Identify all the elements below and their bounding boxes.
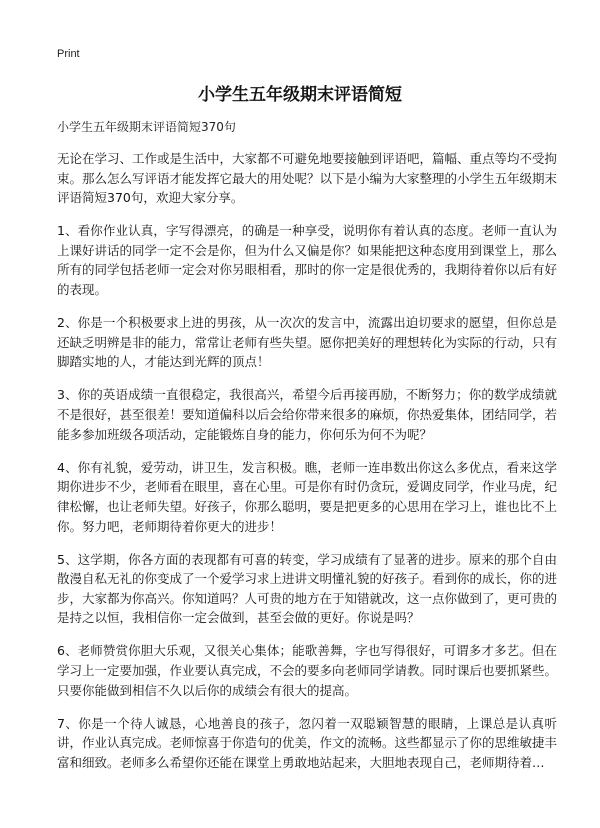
page-title: 小学生五年级期末评语简短	[198, 85, 402, 105]
comment-paragraph: 1、看你作业认真，字写得漂亮，的确是一种享受，说明你有着认真的态度。老师一直认为上课好讲话的同学一定不会是你，但为什么又偏是你？如果能把这种态度用到课堂上，那么所有的同学包括老师一定会对你另眼相看，那时的你一定是很优秀的，我期待着你以后有好的表现。	[57, 223, 558, 298]
comment-paragraph: 7、你是一个待人诚恳，心地善良的孩子，忽闪着一双聪颖智慧的眼睛，上课总是认真听讲，作业认真完成。老师惊喜于你造句的优美，作文的流畅。这些都显示了你的思维敏捷丰富和细致。老师多么希望你还能在课堂上勇敢地站起来，大胆地表现自己，老师期待着…	[57, 715, 558, 770]
article-body	[57, 149, 557, 786]
comment-paragraph: 3、你的英语成绩一直很稳定，我很高兴，希望今后再接再励，不断努力；你的数学成绩就不是很好，甚至很差！要知道偏科以后会给你带来很多的麻烦，你热爱集体，团结同学，若能多参加班级各项活动，定能锻炼自身的能力，你何乐为何不为呢？	[57, 387, 558, 442]
comment-paragraph: 4、你有礼貌，爱劳动，讲卫生，发言积极。瞧，老师一连串数出你这么多优点，看来这学期你进步不少，老师看在眼里，喜在心里。可是你有时仍贪玩，爱调皮同学，作业马虎，纪律松懈，也让老师失望。好孩子，你那么聪明，要是把更多的心思用在学习上，谁也比不上你。努力吧，老师期待着你更大的进步！	[57, 459, 558, 534]
comment-paragraph: 6、老师赞赏你胆大乐观，又很关心集体；能歌善舞，字也写得很好，可谓多才多艺。但在学习上一定要加强，作业要认真完成，不会的要多向老师同学请教。同时课后也要抓紧些。只要你能做到相信不久以后你的成绩会有很大的提高。	[57, 643, 558, 698]
comment-paragraph: 2、你是一个积极要求上进的男孩，从一次次的发言中，流露出迫切要求的愿望，但你总是还缺乏明辨是非的能力，常常让老师有些失望。愿你把美好的理想转化为实际的行动，只有脚踏实地的人，才能达到光辉的顶点！	[57, 315, 558, 370]
subtitle: 小学生五年级期末评语简短370句	[57, 120, 236, 134]
print-link[interactable]: Print	[57, 48, 80, 60]
comment-paragraph: 5、这学期，你各方面的表现都有可喜的转变，学习成绩有了显著的进步。原来的那个自由散漫自私无礼的你变成了一个爱学习求上进讲文明懂礼貌的好孩子。看到你的成长，你的进步，大家都为你高兴。你知道吗？人可贵的地方在于知错就改，这一点你做到了，更可贵的是持之以恒，我相信你一定会做到，甚至会做的更好。你说是吗？	[57, 551, 558, 626]
intro-paragraph: 无论在学习、工作或是生活中，大家都不可避免地要接触到评语吧，篇幅、重点等均不受拘束。那么怎么写评语才能发挥它最大的用处呢？以下是小编为大家整理的小学生五年级期末评语简短370句，欢迎大家分享。	[57, 151, 558, 206]
